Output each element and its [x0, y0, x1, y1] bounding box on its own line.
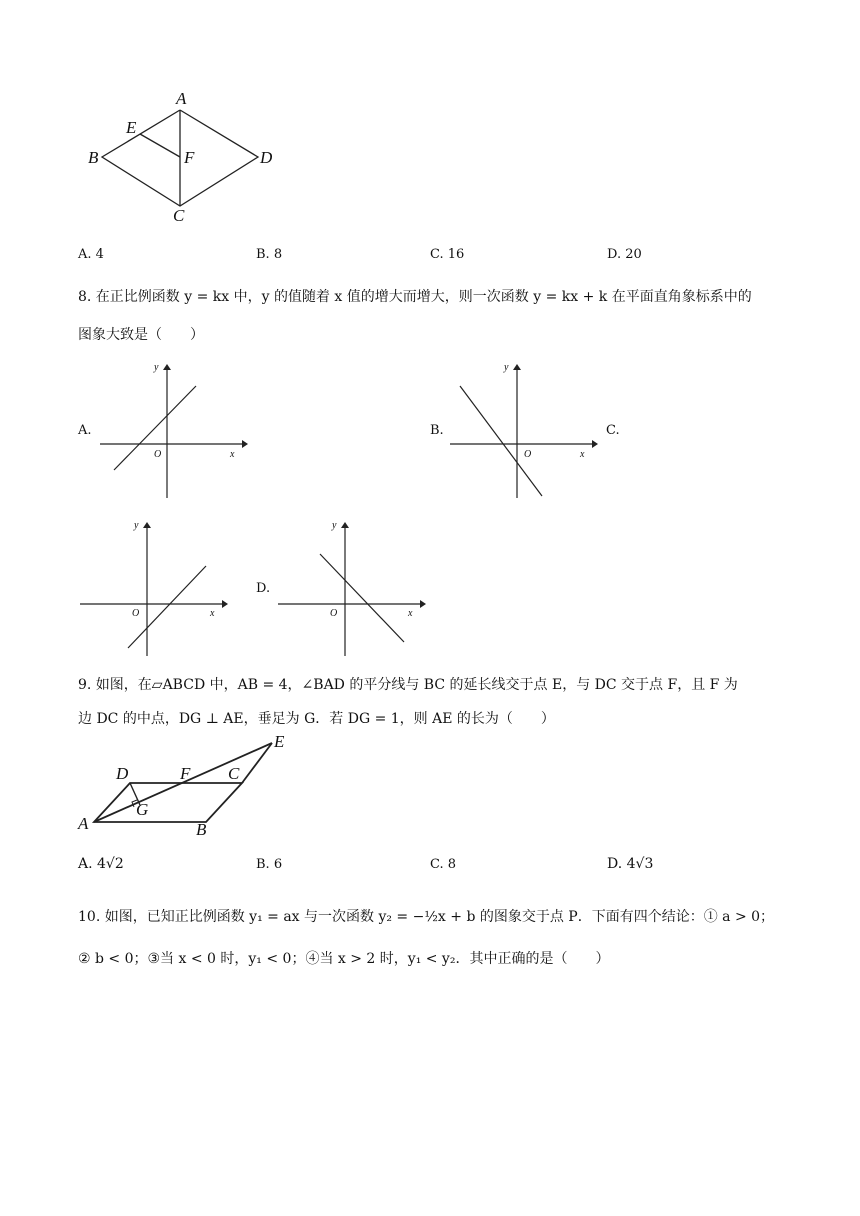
label-d: D [260, 148, 273, 167]
q8-graph-c [76, 518, 226, 658]
graph-b-origin-label: O [524, 449, 532, 460]
graph-a-y-label: y [154, 362, 159, 373]
label-c: C [173, 206, 185, 225]
q10-stem-line2: ② b < 0；③当 x < 0 时，y₁ < 0；④当 x > 2 时，y₁ < y₂．其中正确的是（ ） [78, 951, 610, 967]
parallelogram-diagram [76, 732, 296, 842]
q8-stem-line1: 8. 在正比例函数 y = kx 中，y 的值随着 x 值的增大而增大，则一次函数 y = kx + k 在平面直角象标系中的 [78, 289, 752, 305]
q8-graph-d [274, 518, 424, 658]
label-d: D [116, 764, 129, 783]
q8-option-d-label: D. [256, 581, 271, 596]
label-e: E [274, 732, 285, 751]
label-b: B [196, 820, 207, 839]
label-g: G [136, 800, 149, 819]
graph-c-origin-label: O [132, 608, 140, 619]
q9-stem-line1: 9. 如图，在▱ABCD 中，AB = 4，∠BAD 的平分线与 BC 的延长线交于点 E，与 DC 交于点 F，且 F 为 [78, 677, 738, 693]
q8-graph-a [96, 362, 246, 502]
label-c: C [228, 764, 240, 783]
q9-stem-line2: 边 DC 的中点，DG ⊥ AE，垂足为 G．若 DG = 1，则 AE 的长为（ ） [78, 711, 555, 727]
q8-option-c-label: C. [606, 423, 620, 438]
q8-graph-b [446, 362, 596, 502]
q8-stem-line2: 图象大致是（ ） [78, 327, 204, 343]
label-a: A [78, 814, 89, 833]
q7-option-d: D. 20 [607, 247, 642, 262]
label-b: B [88, 148, 99, 167]
q10-stem-line1: 10. 如图，已知正比例函数 y₁ = ax 与一次函数 y₂ = −½x + b 的图象交于点 P．下面有四个结论：① a > 0； [78, 909, 775, 925]
label-a: A [176, 89, 187, 108]
graph-b-x-label: x [580, 449, 585, 460]
q8-option-a-label: A. [78, 423, 92, 438]
graph-c-x-label: x [210, 608, 215, 619]
graph-d-x-label: x [408, 608, 413, 619]
q7-figure [80, 88, 280, 228]
label-f: F [180, 764, 191, 783]
graph-b-y-label: y [504, 362, 509, 373]
q9-option-c: C. 8 [430, 857, 457, 872]
graph-c-y-label: y [134, 520, 139, 531]
q9-option-a: A. 4√2 [78, 856, 124, 872]
label-f: F [184, 148, 195, 167]
q8-option-b-label: B. [430, 423, 444, 438]
graph-d-origin-label: O [330, 608, 338, 619]
graph-a-x-label: x [230, 449, 235, 460]
q9-option-d: D. 4√3 [607, 856, 654, 872]
q7-option-c: C. 16 [430, 247, 465, 262]
q7-option-b: B. 8 [256, 247, 283, 262]
graph-a-origin-label: O [154, 449, 162, 460]
label-e: E [126, 118, 137, 137]
q9-option-b: B. 6 [256, 857, 283, 872]
q7-option-a: A. 4 [78, 247, 104, 262]
graph-d-y-label: y [332, 520, 337, 531]
q9-figure [76, 732, 296, 842]
